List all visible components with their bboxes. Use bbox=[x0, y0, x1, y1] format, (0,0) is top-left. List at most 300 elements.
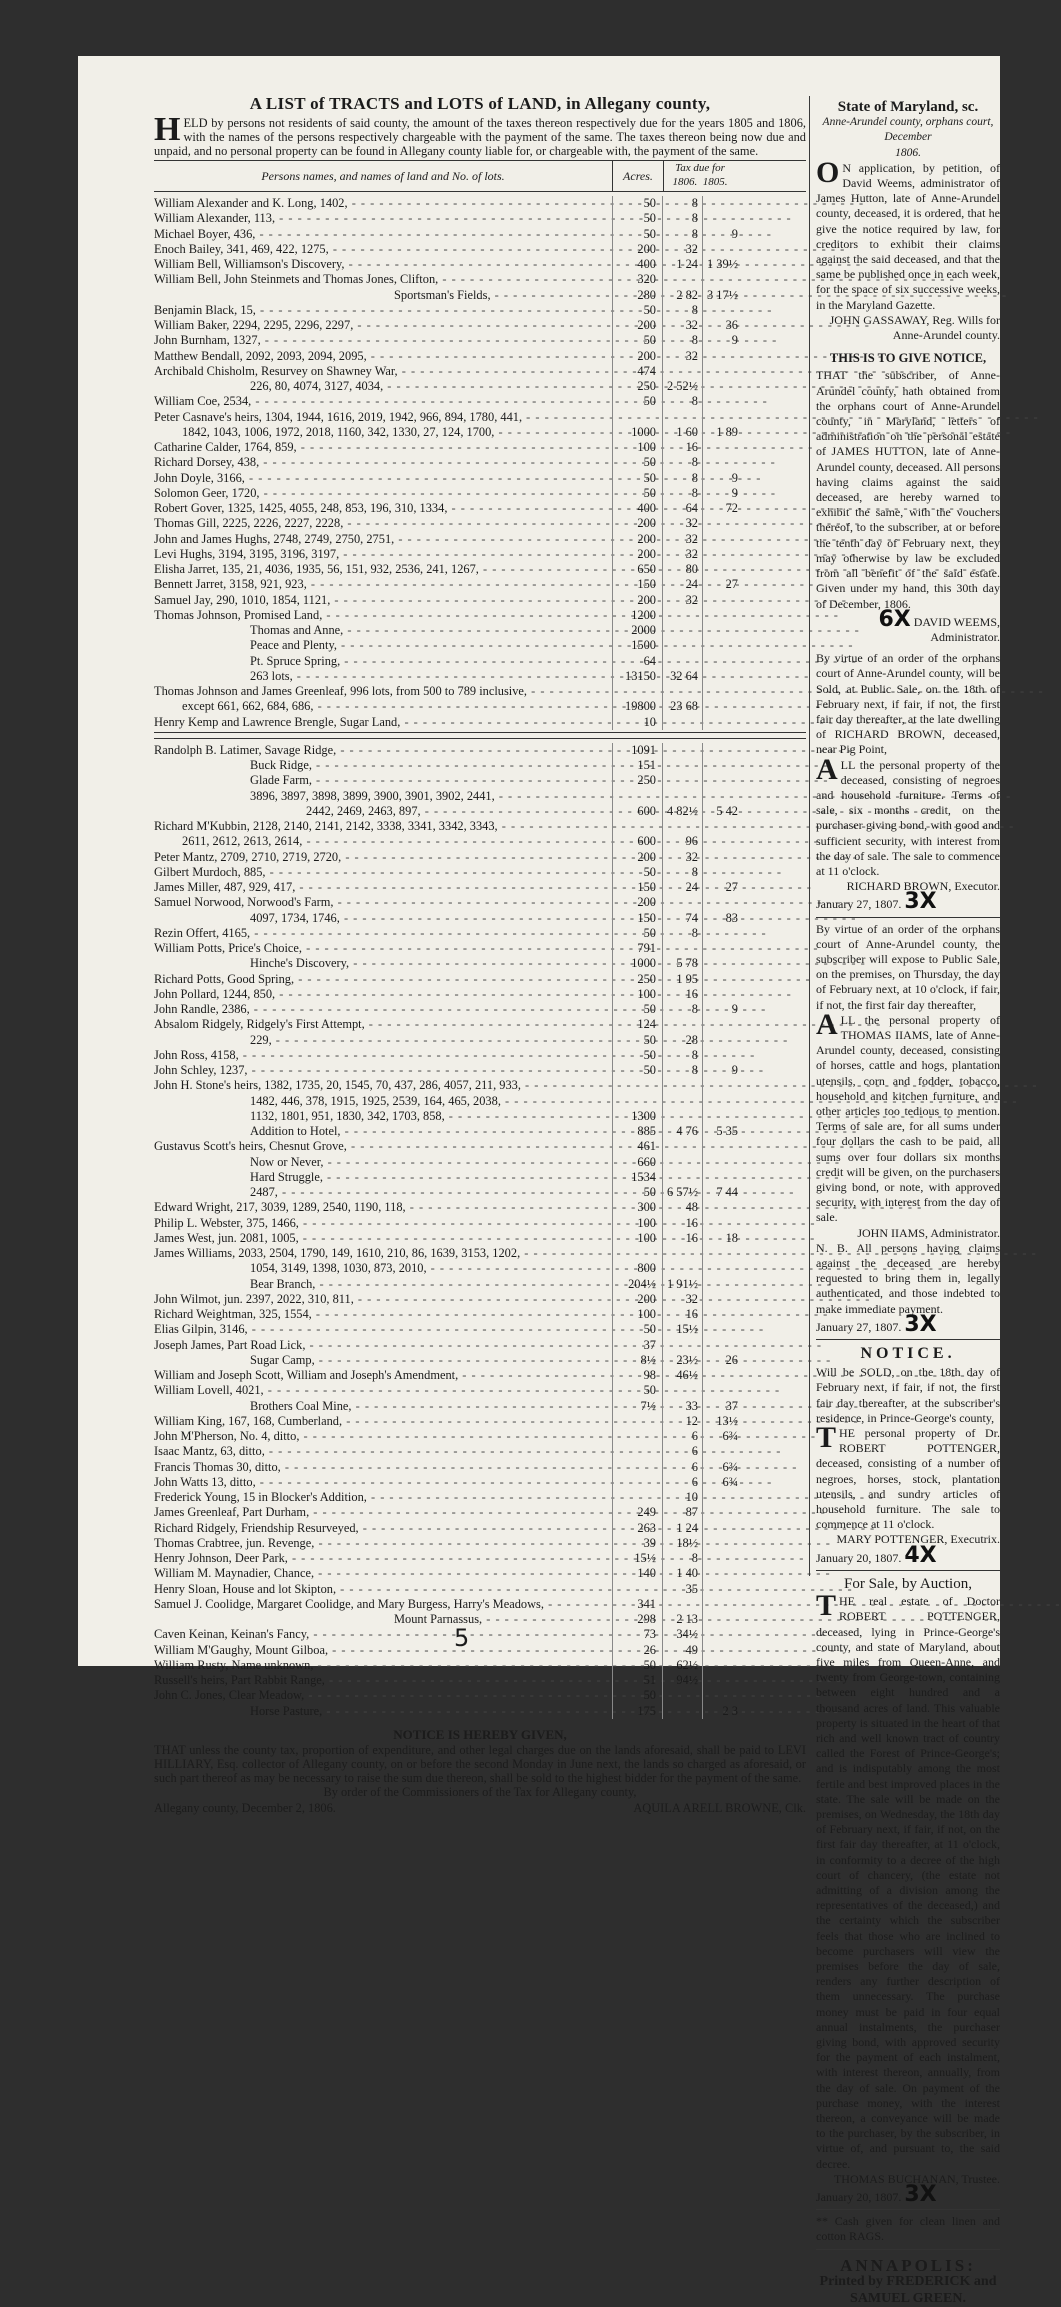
row-name: 2442, 2469, 2463, 897, - - - bbox=[154, 804, 612, 819]
row-acres: 50 bbox=[612, 394, 662, 409]
row-tax-1806: 18½ bbox=[662, 1536, 702, 1551]
row-name: Thomas Gill, 2225, 2226, 2227, 2228, - - - bbox=[154, 516, 612, 531]
table-row bbox=[154, 669, 806, 684]
header-acres: Acres. bbox=[612, 161, 663, 191]
row-name: Enoch Bailey, 341, 469, 422, 1275, - - - bbox=[154, 242, 612, 257]
row-acres: 100 bbox=[612, 1216, 662, 1231]
row-acres: 50 bbox=[612, 1063, 662, 1078]
row-tax-1805: 37 bbox=[702, 1399, 742, 1414]
table-row bbox=[154, 895, 806, 910]
row-acres: 39 bbox=[612, 1536, 662, 1551]
row-tax-1806: 32 bbox=[662, 593, 702, 608]
row-tax-1805 bbox=[702, 1582, 742, 1597]
row-acres: 800 bbox=[612, 1261, 662, 1276]
auction-text bbox=[816, 1589, 1000, 2172]
row-acres bbox=[612, 1460, 662, 1475]
table-row bbox=[154, 926, 806, 941]
row-tax-1806: 1 24 bbox=[662, 257, 702, 272]
row-tax-1806: 23 68 bbox=[662, 699, 702, 714]
table-row bbox=[154, 1551, 806, 1566]
row-tax-1805 bbox=[702, 1521, 742, 1536]
table-row bbox=[154, 211, 806, 226]
row-acres: 175 bbox=[612, 1704, 662, 1719]
row-tax-1805 bbox=[702, 547, 742, 562]
row-acres: 200 bbox=[612, 593, 662, 608]
table-row bbox=[154, 1597, 806, 1612]
table-row bbox=[154, 455, 806, 470]
row-tax-1805 bbox=[702, 895, 742, 910]
row-tax-1806: 32 64 bbox=[662, 669, 702, 684]
table-row bbox=[154, 715, 806, 730]
table-row bbox=[154, 303, 806, 318]
row-acres: 300 bbox=[612, 1200, 662, 1215]
row-tax-1805: 26 bbox=[702, 1353, 742, 1368]
row-tax-1805 bbox=[702, 1643, 742, 1658]
row-name: John Watts 13, ditto, - - - bbox=[154, 1475, 612, 1490]
list-intro bbox=[154, 111, 806, 158]
give-notice-text: THAT the subscriber, of Anne-Arundel county, hath obtained from the orphans court of Anne-Arundel county, in Maryland, letters of administration on the personal estate of JAMES HUTTON, late of Anne-Arundel county, deceased. All persons having claims against the said deceased, are hereby warned to exhibit the same, with the vouchers thereof, to the subscriber, at or before the tenth day of February next, they may otherwise by law be excluded from all benefit of the said estate. Given under my hand, this 30th day of December, 1806. bbox=[816, 368, 1000, 611]
table-row bbox=[154, 1048, 806, 1063]
row-acres: 1300 bbox=[612, 1109, 662, 1124]
row-acres: 200 bbox=[612, 532, 662, 547]
table-row bbox=[154, 1673, 806, 1688]
row-tax-1806: 15½ bbox=[662, 1322, 702, 1337]
row-acres: 19800 bbox=[612, 699, 662, 714]
row-acres: 150 bbox=[612, 577, 662, 592]
row-acres: 150 bbox=[612, 880, 662, 895]
row-tax-1805: 5 35 bbox=[702, 1124, 742, 1139]
table-row bbox=[154, 773, 806, 788]
row-acres bbox=[612, 410, 662, 425]
table-row bbox=[154, 880, 806, 895]
row-name: William M'Gaughy, Mount Gilboa, - - - bbox=[154, 1643, 612, 1658]
row-acres: 200 bbox=[612, 547, 662, 562]
table-row bbox=[154, 1643, 806, 1658]
row-acres bbox=[612, 1490, 662, 1505]
row-tax-1806: 48 bbox=[662, 1200, 702, 1215]
row-tax-1806: 8 bbox=[662, 211, 702, 226]
row-name: Glade Farm, - - - bbox=[154, 773, 612, 788]
newspaper-page bbox=[78, 56, 1000, 2306]
table-row bbox=[154, 1200, 806, 1215]
notice-clerk: AQUILA ARELL BROWNE, Clk. bbox=[633, 1800, 806, 1815]
row-acres: 100 bbox=[612, 440, 662, 455]
row-name: Mount Parnassus, - - - bbox=[154, 1612, 612, 1627]
row-acres: 98 bbox=[612, 1368, 662, 1383]
row-name: Addition to Hotel, - - - bbox=[154, 1124, 612, 1139]
row-tax-1806 bbox=[662, 789, 702, 804]
row-acres: 37 bbox=[612, 1338, 662, 1353]
row-tax-1805 bbox=[702, 1216, 742, 1231]
row-tax-1805 bbox=[702, 1505, 742, 1520]
row-name: Richard M'Kubbin, 2128, 2140, 2141, 2142, 3338, 3341, 3342, 3343, - - - bbox=[154, 819, 612, 834]
row-acres: 250 bbox=[612, 972, 662, 987]
row-acres bbox=[612, 1414, 662, 1429]
executrix-signature: MARY POTTENGER, Executrix. bbox=[836, 1532, 1000, 1547]
row-acres: 50 bbox=[612, 455, 662, 470]
row-tax-1805 bbox=[702, 699, 742, 714]
table-row bbox=[154, 593, 806, 608]
row-tax-1806 bbox=[662, 1597, 702, 1612]
row-tax-1806 bbox=[662, 623, 702, 638]
row-name: Richard Potts, Good Spring, - - - bbox=[154, 972, 612, 987]
row-tax-1805: 6¾ bbox=[702, 1460, 742, 1475]
row-tax-1806 bbox=[662, 1688, 702, 1703]
notice-title: NOTICE IS HEREBY GIVEN, bbox=[393, 1726, 567, 1742]
table-row bbox=[154, 1383, 806, 1398]
table-row bbox=[154, 1139, 806, 1154]
table-row bbox=[154, 911, 806, 926]
administrator-signature bbox=[816, 606, 1000, 645]
auction-body: HE real estate of Doctor ROBERT POTTENGER, deceased, lying in Prince-George's county, and state of Maryland, about five miles from Queen-Anne, and twenty from George-town, containing between eight hundred and a thousand acres of land. This valuable property is situated in the heart of that rich and well known tract of country called the Forest of Prince-George's; and is indisputably among the most fertile and best improved places in the state. The sale will be made on the premises, on Wednesday, the 18th day of February next, if fair, if not, on the first fair day thereafter, at 11 o'clock, in conformity to a decree of the high court of chancery, (the estate not admitting of a division among the representatives of the deceased,) and the certainty which the subscriber feels that those who are inclined to become purchasers will view the premises before the day of sale, renders any further description of them unnecessary. The purchase money must be paid in four equal annual instalments, the purchaser giving bond, with approved security for the payment of each instalment, with interest thereon, annually, from the day of sale. On payment of the purchase money, with the interest thereon, a conveyance will be made to the purchaser, by the subscriber, in virtue of, and pursuant to, the said decree. bbox=[816, 1594, 1000, 2171]
row-name: William Alexander, 113, - - - bbox=[154, 211, 612, 226]
row-acres: 50 bbox=[612, 471, 662, 486]
row-tax-1806 bbox=[662, 773, 702, 788]
row-name: Elisha Jarret, 135, 21, 4036, 1935, 56, 151, 932, 2536, 241, 1267, - - - bbox=[154, 562, 612, 577]
row-tax-1805 bbox=[702, 1277, 742, 1292]
row-name: William Bell, John Steinmets and Thomas Jones, Clifton, - - - bbox=[154, 272, 612, 287]
row-acres: 1000 bbox=[612, 956, 662, 971]
rags-ad: ** Cash given for clean linen and cotton RAGS. bbox=[816, 2214, 1000, 2244]
row-tax-1805: 9 bbox=[702, 227, 742, 242]
table-row bbox=[154, 1246, 806, 1261]
row-acres: 8½ bbox=[612, 1353, 662, 1368]
row-acres: 1200 bbox=[612, 608, 662, 623]
table-separator bbox=[154, 732, 806, 739]
row-name: Pt. Spruce Spring, - - - bbox=[154, 654, 612, 669]
page-number: 5 bbox=[454, 1624, 470, 1652]
row-name: Richard Dorsey, 438, - - - bbox=[154, 455, 612, 470]
row-tax-1806: 8 bbox=[662, 1002, 702, 1017]
table-row bbox=[154, 1704, 806, 1719]
row-tax-1806 bbox=[662, 819, 702, 834]
row-tax-1806: 16 bbox=[662, 1231, 702, 1246]
row-acres: 660 bbox=[612, 1155, 662, 1170]
row-tax-1806: 8 bbox=[662, 1551, 702, 1566]
row-name: Peter Casnave's heirs, 1304, 1944, 1616, 2019, 1942, 966, 894, 1780, 441, - - - bbox=[154, 410, 612, 425]
row-tax-1806 bbox=[662, 410, 702, 425]
row-tax-1806: 1 91½ bbox=[662, 1277, 702, 1292]
row-tax-1806: 35 bbox=[662, 1582, 702, 1597]
row-name: John Doyle, 3166, - - - bbox=[154, 471, 612, 486]
row-tax-1806 bbox=[662, 684, 702, 699]
row-tax-1805: 7 44 bbox=[702, 1185, 742, 1200]
table-row bbox=[154, 623, 806, 638]
table-row bbox=[154, 532, 806, 547]
row-name: 2487, - - - bbox=[154, 1185, 612, 1200]
register-signature: JOHN GASSAWAY, Reg. Wills for bbox=[829, 312, 1000, 327]
table-row bbox=[154, 1292, 806, 1307]
row-tax-1805 bbox=[702, 623, 742, 638]
table-row bbox=[154, 1444, 806, 1459]
table-row bbox=[154, 1277, 806, 1292]
handwritten-mark: 4X bbox=[904, 1542, 937, 1568]
iiams-signature: JOHN IIAMS, Administrator. bbox=[857, 1225, 1000, 1240]
row-name: John Ross, 4158, - - - bbox=[154, 1048, 612, 1063]
pottenger-date-text: January 20, 1807. bbox=[816, 1550, 902, 1565]
row-tax-1805: 9 bbox=[702, 1002, 742, 1017]
row-acres: 400 bbox=[612, 501, 662, 516]
row-name: William Rusty, Name unknown, - - - bbox=[154, 1658, 612, 1673]
row-name: Caven Keinan, Keinan's Fancy, - - - bbox=[154, 1627, 612, 1642]
row-tax-1805: 27 bbox=[702, 577, 742, 592]
row-tax-1806 bbox=[662, 1383, 702, 1398]
row-name: John Pollard, 1244, 850, - - - bbox=[154, 987, 612, 1002]
row-acres: 50 bbox=[612, 865, 662, 880]
row-tax-1805: 18 bbox=[702, 1231, 742, 1246]
row-name: John and James Hughs, 2748, 2749, 2750, 2751, - - - bbox=[154, 532, 612, 547]
row-tax-1805 bbox=[702, 455, 742, 470]
table-row bbox=[154, 425, 806, 440]
row-name: Hinche's Discovery, - - - bbox=[154, 956, 612, 971]
table-row bbox=[154, 1429, 806, 1444]
notice-place: Allegany county, December 2, 1806. bbox=[154, 1800, 336, 1815]
row-tax-1805 bbox=[702, 773, 742, 788]
row-tax-1805 bbox=[702, 1307, 742, 1322]
drop-cap: A bbox=[816, 1007, 838, 1041]
row-tax-1805 bbox=[702, 926, 742, 941]
executor-signature: RICHARD BROWN, Executor. bbox=[846, 879, 1000, 894]
table-row bbox=[154, 1307, 806, 1322]
divider bbox=[816, 2209, 1000, 2210]
row-tax-1806 bbox=[662, 1338, 702, 1353]
row-tax-1806 bbox=[662, 1094, 702, 1109]
row-tax-1806 bbox=[662, 1261, 702, 1276]
row-tax-1805: 9 bbox=[702, 471, 742, 486]
table-row bbox=[154, 638, 806, 653]
header-years bbox=[664, 175, 736, 189]
row-tax-1805 bbox=[702, 608, 742, 623]
row-name: Bennett Jarret, 3158, 921, 923, - - - bbox=[154, 577, 612, 592]
table-row bbox=[154, 834, 806, 849]
iiams-order-text: By virtue of an order of the orphans court of Anne-Arundel county, the subscriber will expose to Public Sale, on the premises, on Thursday, the day of February next, at 10 o'clock, if fair, if not, the first fair day thereafter, bbox=[816, 921, 1000, 1012]
row-name: except 661, 662, 684, 686, - - - bbox=[154, 699, 612, 714]
row-acres: 50 bbox=[612, 303, 662, 318]
row-acres: 791 bbox=[612, 941, 662, 956]
row-tax-1805: 3 17½ bbox=[702, 288, 742, 303]
row-tax-1806 bbox=[662, 1246, 702, 1261]
row-tax-1806 bbox=[662, 1109, 702, 1124]
table-row bbox=[154, 486, 806, 501]
row-name: Henry Kemp and Lawrence Brengle, Sugar Land, - - - bbox=[154, 715, 612, 730]
row-name: Peter Mantz, 2709, 2710, 2719, 2720, - - - bbox=[154, 850, 612, 865]
row-tax-1806: 8 bbox=[662, 1048, 702, 1063]
row-acres: 600 bbox=[612, 804, 662, 819]
row-tax-1805 bbox=[702, 1612, 742, 1627]
row-name: Sportsman's Fields, - - - bbox=[154, 288, 612, 303]
row-acres: 64 bbox=[612, 654, 662, 669]
row-tax-1805: 5 42 bbox=[702, 804, 742, 819]
row-acres bbox=[612, 789, 662, 804]
row-tax-1806: 34½ bbox=[662, 1627, 702, 1642]
table-row bbox=[154, 1490, 806, 1505]
row-acres: 7½ bbox=[612, 1399, 662, 1414]
row-tax-1805: 72 bbox=[702, 501, 742, 516]
row-name: 4097, 1734, 1746, - - - bbox=[154, 911, 612, 926]
row-acres bbox=[612, 819, 662, 834]
row-name: William and Joseph Scott, William and Joseph's Amendment, - - - bbox=[154, 1368, 612, 1383]
row-name: Henry Sloan, House and lot Skipton, - - - bbox=[154, 1582, 612, 1597]
row-name: Horse Pasture, - - - bbox=[154, 1704, 612, 1719]
row-tax-1805 bbox=[702, 1048, 742, 1063]
divider bbox=[816, 2249, 1000, 2250]
header-tax bbox=[663, 161, 736, 191]
row-name: Frederick Young, 15 in Blocker's Addition, - - - bbox=[154, 1490, 612, 1505]
row-tax-1805: 2 3 bbox=[702, 1704, 742, 1719]
table-row bbox=[154, 333, 806, 348]
table-row bbox=[154, 1094, 806, 1109]
row-tax-1806: 32 bbox=[662, 242, 702, 257]
row-name: William M. Maynadier, Chance, - - - bbox=[154, 1566, 612, 1581]
row-tax-1806: 32 bbox=[662, 318, 702, 333]
row-name: John H. Stone's heirs, 1382, 1735, 20, 1545, 70, 437, 286, 4057, 211, 933, - - - bbox=[154, 1078, 612, 1093]
row-tax-1805 bbox=[702, 394, 742, 409]
table-row bbox=[154, 1033, 806, 1048]
row-tax-1806: 8 bbox=[662, 394, 702, 409]
row-acres: 204½ bbox=[612, 1277, 662, 1292]
pottenger-property-body: HE personal property of Dr. ROBERT POTTENGER, deceased, consisting of a number of negroes, horses, stock, plantation utensils, and sundry articles of household furniture. The sale to commence at 11 o'clock. bbox=[816, 1426, 1000, 1532]
table-row bbox=[154, 941, 806, 956]
row-tax-1806: 8 bbox=[662, 926, 702, 941]
row-tax-1805 bbox=[702, 1536, 742, 1551]
notice-signature bbox=[154, 1801, 806, 1816]
table-row bbox=[154, 1109, 806, 1124]
table-row bbox=[154, 1414, 806, 1429]
row-tax-1806: 16 bbox=[662, 987, 702, 1002]
divider bbox=[816, 1570, 1000, 1571]
row-acres: 50 bbox=[612, 227, 662, 242]
row-tax-1805 bbox=[702, 850, 742, 865]
row-tax-1806: 4 82½ bbox=[662, 804, 702, 819]
table-row bbox=[154, 1338, 806, 1353]
row-name: Benjamin Black, 15, - - - bbox=[154, 303, 612, 318]
table-row bbox=[154, 394, 806, 409]
table-row bbox=[154, 1521, 806, 1536]
row-name: John Wilmot, jun. 2397, 2022, 310, 811, - - - bbox=[154, 1292, 612, 1307]
row-tax-1806 bbox=[662, 654, 702, 669]
row-tax-1805: 1 89 bbox=[702, 425, 742, 440]
row-name: John C. Jones, Clear Meadow, - - - bbox=[154, 1688, 612, 1703]
row-name: Joseph James, Part Road Lick, - - - bbox=[154, 1338, 612, 1353]
row-name: Sugar Camp, - - - bbox=[154, 1353, 612, 1368]
row-tax-1806: 32 bbox=[662, 1292, 702, 1307]
auction-date-text: January 20, 1807. bbox=[816, 2190, 902, 2205]
row-name: Russell's heirs, Part Rabbit Range, - - - bbox=[154, 1673, 612, 1688]
table-row bbox=[154, 654, 806, 669]
row-tax-1805: 36 bbox=[702, 318, 742, 333]
tax-list-column bbox=[154, 94, 806, 1816]
notice-heading: NOTICE. bbox=[860, 1345, 956, 1363]
row-tax-1805 bbox=[702, 834, 742, 849]
row-tax-1806 bbox=[662, 608, 702, 623]
row-tax-1806: 24 bbox=[662, 880, 702, 895]
row-acres bbox=[612, 1429, 662, 1444]
row-tax-1806: 32 bbox=[662, 547, 702, 562]
row-tax-1805 bbox=[702, 1246, 742, 1261]
row-name: John Randle, 2386, - - - bbox=[154, 1002, 612, 1017]
table-row bbox=[154, 608, 806, 623]
notices-column bbox=[816, 100, 1000, 2307]
row-acres: 461 bbox=[612, 1139, 662, 1154]
table-header bbox=[154, 160, 806, 192]
row-acres: 73 bbox=[612, 1627, 662, 1642]
row-tax-1805 bbox=[702, 1155, 742, 1170]
row-name: Samuel J. Coolidge, Margaret Coolidge, and Mary Burgess, Harry's Meadows, - - - bbox=[154, 1597, 612, 1612]
state-heading: State of Maryland, sc. bbox=[837, 99, 979, 115]
table-row bbox=[154, 1124, 806, 1139]
notice-order: By order of the Commissioners of the Tax for Allegany county, bbox=[323, 1784, 637, 1799]
row-name: James West, jun. 2081, 1005, - - - bbox=[154, 1231, 612, 1246]
row-acres: 474 bbox=[612, 364, 662, 379]
row-acres: 100 bbox=[612, 987, 662, 1002]
table-row bbox=[154, 684, 806, 699]
row-tax-1806: 24 bbox=[662, 577, 702, 592]
row-name: Catharine Calder, 1764, 859, - - - bbox=[154, 440, 612, 455]
give-notice-heading: THIS IS TO GIVE NOTICE, bbox=[829, 351, 987, 366]
row-acres: 341 bbox=[612, 1597, 662, 1612]
row-tax-1805 bbox=[702, 1322, 742, 1337]
row-name: 1054, 3149, 1398, 1030, 873, 2010, - - - bbox=[154, 1261, 612, 1276]
row-tax-1805 bbox=[702, 1200, 742, 1215]
row-tax-1806: 8 bbox=[662, 196, 702, 211]
row-name: Samuel Norwood, Norwood's Farm, - - - bbox=[154, 895, 612, 910]
row-acres: 280 bbox=[612, 288, 662, 303]
intro-text: ELD by persons not residents of said county, the amount of the taxes thereon respectively due for the years 1805 and 1806, with the names of the persons respectively chargeable with the payment of the same. The taxes thereon being now due and unpaid, and no personal property can be found in Allegany county liable for, or chargeable with, the payment of the same. bbox=[154, 116, 806, 158]
row-name: Peace and Plenty, - - - bbox=[154, 638, 612, 653]
table-row bbox=[154, 1399, 806, 1414]
row-name: Thomas Johnson, Promised Land, - - - bbox=[154, 608, 612, 623]
row-tax-1806 bbox=[662, 715, 702, 730]
row-acres: 250 bbox=[612, 773, 662, 788]
row-name: 1482, 446, 378, 1915, 1925, 2539, 164, 465, 2038, - - - bbox=[154, 1094, 612, 1109]
row-name: Bear Branch, - - - bbox=[154, 1277, 612, 1292]
row-name: William Alexander and K. Long, 1402, - - - bbox=[154, 196, 612, 211]
row-name: Robert Gover, 1325, 1425, 4055, 248, 853, 196, 310, 1334, - - - bbox=[154, 501, 612, 516]
drop-cap: T bbox=[816, 1421, 837, 1455]
row-name: Henry Johnson, Deer Park, - - - bbox=[154, 1551, 612, 1566]
row-tax-1806: 32 bbox=[662, 516, 702, 531]
row-tax-1805 bbox=[702, 956, 742, 971]
row-tax-1806: 87 bbox=[662, 1505, 702, 1520]
row-name: William Lovell, 4021, - - - bbox=[154, 1383, 612, 1398]
row-tax-1806 bbox=[662, 364, 702, 379]
row-tax-1805 bbox=[702, 303, 742, 318]
row-tax-1805 bbox=[702, 1139, 742, 1154]
row-tax-1806: 1 24 bbox=[662, 1521, 702, 1536]
table-row bbox=[154, 1460, 806, 1475]
row-tax-1805 bbox=[702, 196, 742, 211]
row-name: Thomas Johnson and James Greenleaf, 996 lots, from 500 to 789 inclusive, - - - bbox=[154, 684, 612, 699]
row-tax-1805 bbox=[702, 1444, 742, 1459]
row-tax-1805 bbox=[702, 865, 742, 880]
divider bbox=[816, 917, 1000, 918]
row-acres: 50 bbox=[612, 1185, 662, 1200]
administrator-name: DAVID WEEMS, Administrator. bbox=[913, 614, 1000, 644]
table-row bbox=[154, 577, 806, 592]
row-tax-1805 bbox=[702, 1368, 742, 1383]
table-row bbox=[154, 288, 806, 303]
row-name: Randolph B. Latimer, Savage Ridge, - - - bbox=[154, 743, 612, 758]
row-tax-1805 bbox=[702, 972, 742, 987]
table-row bbox=[154, 1261, 806, 1276]
list-title: A LIST of TRACTS and LOTS of LAND, in Allegany county, bbox=[249, 94, 711, 113]
row-tax-1805 bbox=[702, 638, 742, 653]
row-acres: 2000 bbox=[612, 623, 662, 638]
row-tax-1805 bbox=[702, 379, 742, 394]
row-tax-1806: 8 bbox=[662, 486, 702, 501]
row-tax-1806 bbox=[662, 1078, 702, 1093]
row-tax-1806: 1 40 bbox=[662, 1566, 702, 1581]
